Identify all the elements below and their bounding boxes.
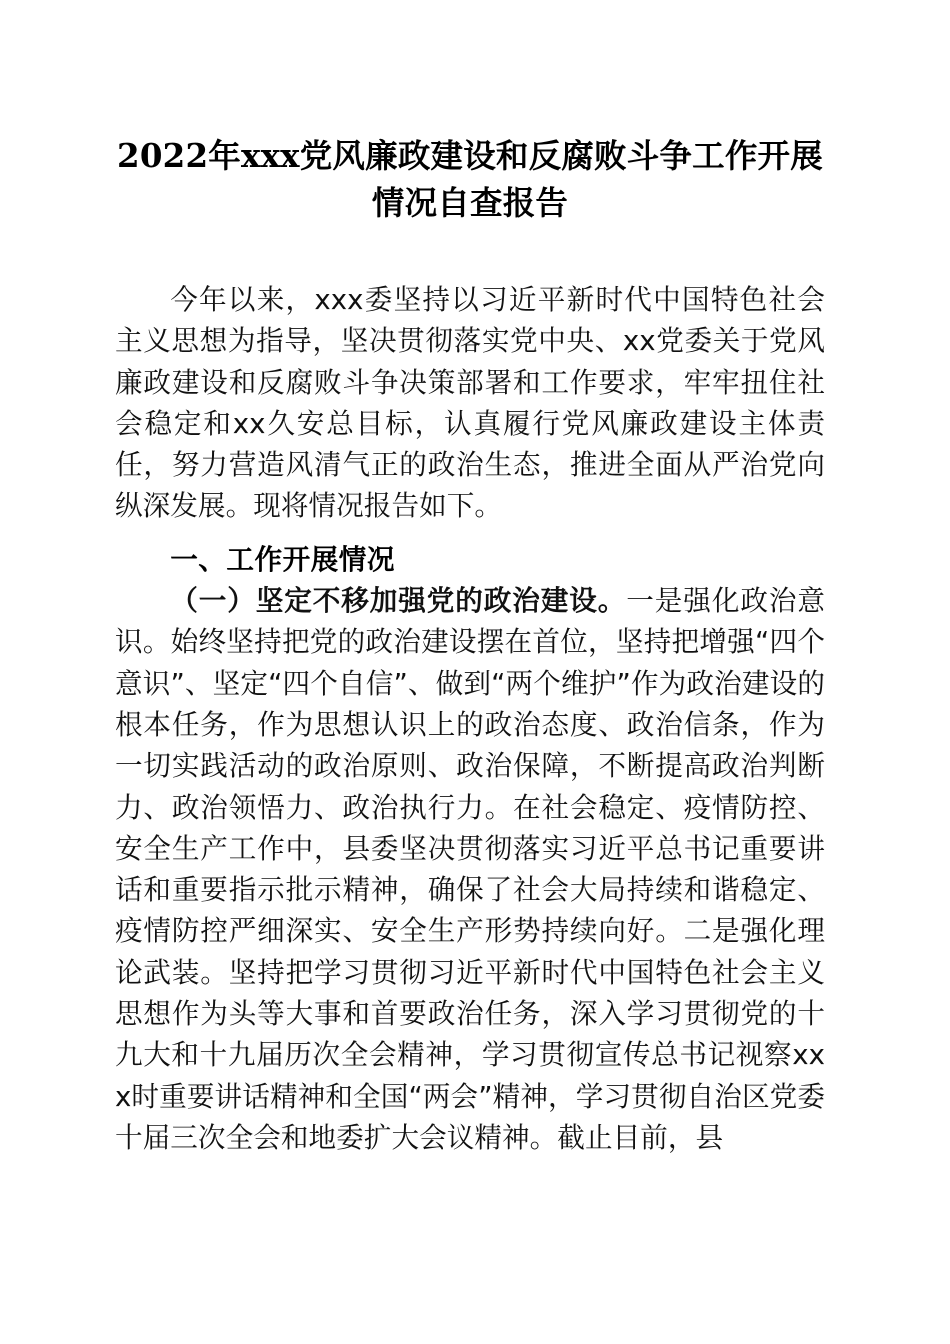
- section-heading-one: 一、工作开展情况: [170, 542, 395, 576]
- subsection-body-one-one: 一是强化政治意识。始终坚持把党的政治建设摆在首位，坚持把增强“四个意识”、坚定“四个自信”、做到“两个维护”作为政治建设的根本任务，作为思想认识上的政治态度、政治信条，作为一切实践活动的政治原则、政治保障，不断提高政治判断力、政治领悟力、政治执行力。在社会稳定、疫情防控、安全生产工作中，县委坚决贯彻落实习近平总书记重要讲话和重要指示批示精神，确保了社会大局持续和谐稳定、疫情防控严细深实、安全生产形势持续向好。二是强化理论武装。坚持把学习贯彻习近平新时代中国特色社会主义思想作为头等大事和首要政治任务，深入学习贯彻党的十九大和十九届历次全会精神，学习贯彻宣传总书记视察xxx时重要讲话精神和全国“两会”精神，学习贯彻自治区党委十届三次全会和地委扩大会议精神。截止目前，县: [115, 584, 825, 1154]
- subsection-lead-one-one: （一）坚定不移加强党的政治建设。: [170, 584, 627, 618]
- paragraph-subsection-one-one: [115, 580, 825, 1158]
- document-content: [115, 0, 825, 1158]
- page-title: 2022年xxx党风廉政建设和反腐败斗争工作开展情况自查报告: [117, 136, 823, 222]
- paragraph-opening: 今年以来，xxx委坚持以习近平新时代中国特色社会主义思想为指导，坚决贯彻落实党中央、xx党委关于党风廉政建设和反腐败斗争决策部署和工作要求，牢牢扭住社会稳定和xx久安总目标，认真履行党风廉政建设主体责任，努力营造风清气正的政治生态，推进全面从严治党向纵深发展。现将情况报告如下。: [115, 283, 825, 523]
